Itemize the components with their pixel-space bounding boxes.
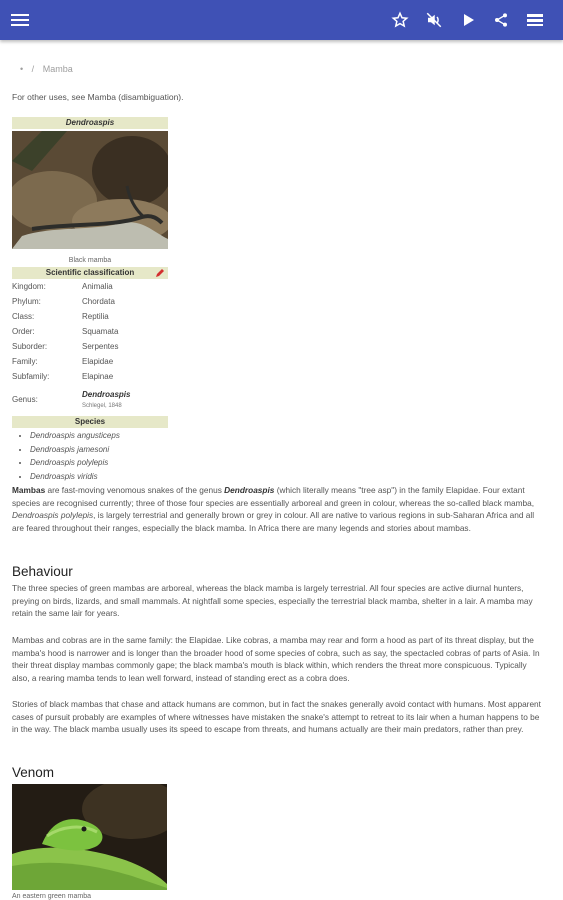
- volume-off-icon[interactable]: [422, 8, 446, 32]
- breadcrumb-home[interactable]: •: [20, 64, 24, 74]
- classification-key: Class:: [12, 312, 35, 321]
- green-mamba-image[interactable]: [12, 784, 167, 890]
- intro-text-1: are fast-moving venomous snakes of the genus: [45, 485, 225, 495]
- infobox-title: Dendroaspis: [12, 117, 168, 129]
- edit-pencil-icon[interactable]: [155, 268, 165, 282]
- breadcrumb-separator: /: [31, 64, 35, 74]
- genus-key: Genus:: [12, 394, 38, 404]
- classification-value[interactable]: Elapidae: [82, 357, 114, 366]
- behaviour-paragraph-2: Mambas and cobras are in the same family: the Elapidae. Like cobras, a mamba may rear and form a hood as part of its threat display, but the mamba's hood is narrower and is longer than the broader hood of some species of cobra, such as say, the spectacled cobras of parts of Asia. In their threat display mambas commonly gape; the black mamba's mouth is black within, which renders the threat more conspicuous. Typically also, a rearing mamba tends to lean well forward, instead of standing erect as a cobra does.: [12, 635, 540, 684]
- behaviour-paragraph-1: The three species of green mambas are arboreal, whereas the black mamba is largely terrestrial. All four species are active diurnal hunters, preying on birds, lizards, and small mammals. At nightfall some species, especially the terrestrial black mamba, shelter in a lair. A mamba may retain the same lair for years.: [12, 583, 533, 619]
- genus-value: [82, 384, 168, 414]
- classification-row: [12, 324, 168, 339]
- breadcrumb-current: Mamba: [42, 64, 73, 74]
- classification-key: Order:: [12, 327, 35, 336]
- classification-key: Kingdom:: [12, 282, 46, 291]
- classification-key: Suborder:: [12, 342, 48, 351]
- intro-bold-mambas: Mambas: [12, 485, 46, 495]
- classification-row: [12, 354, 168, 369]
- intro-text-2: (which literally means "tree asp") in the family Elapidae. Four extant species are recognised currently; three of those four species are essentially arboreal and green in colour, whereas the so-called black mamba,: [12, 485, 535, 508]
- classification-key: Subfamily:: [12, 372, 50, 381]
- play-icon[interactable]: [456, 8, 480, 32]
- intro-bold-genus: Dendroaspis: [224, 485, 275, 495]
- breadcrumb: [20, 64, 79, 74]
- classification-value[interactable]: Animalia: [82, 282, 113, 291]
- behaviour-heading: Behaviour: [12, 564, 73, 579]
- classification-header-label: Scientific classification: [45, 268, 135, 277]
- classification-value[interactable]: Reptilia: [82, 312, 109, 321]
- classification-header: [12, 267, 168, 279]
- classification-row: [12, 339, 168, 354]
- classification-value[interactable]: Chordata: [82, 297, 115, 306]
- hatnote[interactable]: For other uses, see Mamba (disambiguation).: [12, 92, 184, 102]
- venom-heading: Venom: [12, 765, 55, 780]
- menu-icon[interactable]: [8, 8, 32, 32]
- species-item[interactable]: • Dendroaspis polylepis: [30, 458, 168, 472]
- app-toolbar: [0, 0, 563, 40]
- species-item[interactable]: • Dendroaspis angusticeps: [30, 431, 168, 445]
- classification-row: [12, 369, 168, 384]
- intro-italic-species: Dendroaspis polylepis: [12, 510, 94, 521]
- species-header: Species: [12, 416, 168, 428]
- infobox: [12, 117, 168, 485]
- classification-key: Family:: [12, 357, 38, 366]
- classification-value[interactable]: Squamata: [82, 327, 119, 336]
- classification-row: [12, 309, 168, 324]
- classification-key: Phylum:: [12, 297, 41, 306]
- behaviour-paragraph-3: Stories of black mambas that chase and attack humans are common, but in fact the snakes generally avoid contact with humans. Most apparent cases of pursuit probably are examples of where witnesses have mistaken the snake's attempt to retreat to its lair when a human happens to be in the way. The black mamba usually uses its speed to escape from threats, and humans actually are their main predators, rather than prey.: [12, 699, 541, 735]
- species-item[interactable]: • Dendroaspis viridis: [30, 472, 168, 486]
- species-list: [12, 431, 168, 485]
- intro-text-3: , is largely terrestrial and generally brown or grey in colour. All are native to various regions in sub-Saharan Africa and all are feared throughout their ranges, especially the black mamba. In Africa there are many legends and stories about mambas.: [12, 510, 535, 534]
- classification-row: [12, 294, 168, 309]
- classification-value[interactable]: Serpentes: [82, 342, 119, 351]
- star-icon[interactable]: [388, 8, 412, 32]
- classification-table: [12, 279, 168, 414]
- intro-paragraph: [12, 484, 544, 535]
- black-mamba-image[interactable]: [12, 131, 168, 249]
- share-icon[interactable]: [489, 8, 513, 32]
- genus-row: [12, 384, 168, 414]
- view-list-icon[interactable]: [523, 8, 547, 32]
- classification-value[interactable]: Elapinae: [82, 372, 114, 381]
- infobox-caption: Black mamba: [68, 257, 112, 264]
- venom-image-caption: An eastern green mamba: [12, 893, 91, 900]
- genus-name: Dendroaspis: [82, 389, 131, 399]
- genus-author[interactable]: Schlegel, 1848: [82, 402, 122, 409]
- species-item[interactable]: • Dendroaspis jamesoni: [30, 445, 168, 459]
- classification-row: [12, 279, 168, 294]
